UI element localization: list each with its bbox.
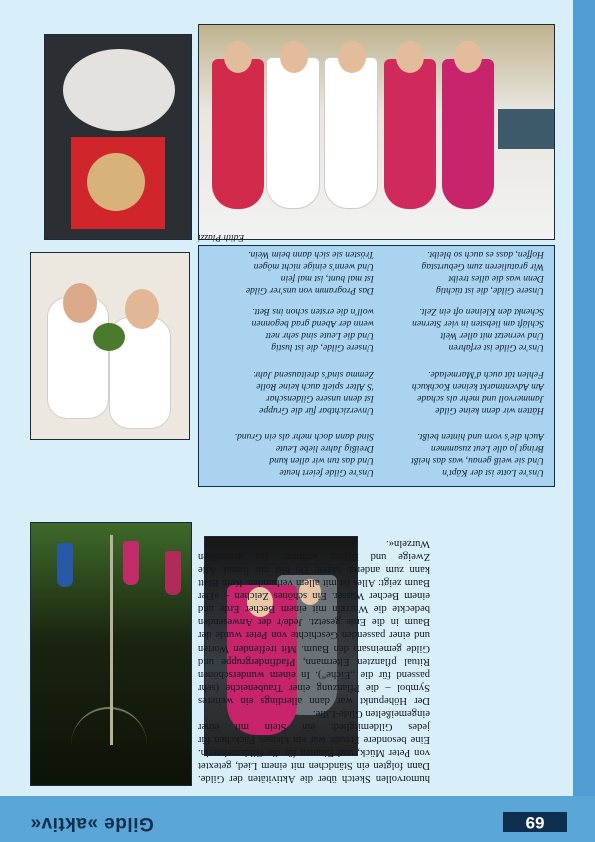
verse-line: Schläft am liebsten in vier Sternen <box>412 318 544 329</box>
verse-line: Uns're Gilde ist erfahren <box>448 342 544 353</box>
flower-bouquet <box>93 323 125 351</box>
face <box>396 41 424 73</box>
wall-picture <box>498 109 554 149</box>
verse-line: Fehlen tät auch d'Marmelade. <box>427 369 544 380</box>
verse-line: Zemma sind's dreitausend Jahr. <box>252 369 374 380</box>
verse-line: Uns're Gilde feiert heute <box>279 467 374 478</box>
verse-line: Ist mal bunt, ist mal fein <box>280 273 374 284</box>
verse-line: Hätten wir denn keine Gilde <box>435 405 544 416</box>
verse-line: Und das tun wir allen kund <box>269 455 374 466</box>
verse-line: Jammervoll und mehr als schade <box>417 393 544 404</box>
face <box>280 41 308 73</box>
page-number: 69 <box>503 812 567 832</box>
song-verse <box>379 248 544 296</box>
section-header <box>0 796 595 842</box>
photo-tree-planting <box>30 522 192 786</box>
verse-line: Wir gratulieren zum Geburtstag <box>421 261 544 272</box>
verse-line: Unsere Gilde, die ist tüchtig <box>435 285 544 296</box>
article-paragraph: humorvollen Sketch über die Aktivitäten der Gilde. Dann folgten ein Ständchen mit einem Lied, getextet von Peter Mück, und Blumen für die Gildemeisterin. Eine besondere Freude war ein kleines Päckchen für jedes Gildemitglied: ein Stein mit einer eingemeißelten Gilde-Lilie. <box>198 707 430 784</box>
person-figure <box>165 551 181 595</box>
verse-line: Das Programm von uns'rer Gilde <box>245 285 374 296</box>
author-signature: Edith Piazzi <box>198 232 245 242</box>
verse-line: Bringt ja alle Leut zusammen <box>431 443 544 454</box>
photo-gift-stone <box>44 34 192 240</box>
song-verse <box>209 305 374 353</box>
song-verse <box>379 430 544 478</box>
song-verse <box>209 248 374 296</box>
verse-line: Schenkt den Kleinen oft ein Zelt. <box>419 306 544 317</box>
song-verse <box>379 368 544 416</box>
person-figure <box>212 59 264 209</box>
verse-line: Und sie weiß genau, was das heißt <box>411 455 544 466</box>
verse-line: Denn was die alles treibt <box>448 273 544 284</box>
face <box>125 289 159 329</box>
verse-line: Auch die's vorn und hinten beißt. <box>417 431 544 442</box>
face <box>224 41 252 73</box>
song-verse <box>209 368 374 416</box>
article-paragraph: Der Höhepunkt war dann allerdings ein weiteres Symbol – die Pflanzung einer Traubeneiche (sehr passend für die „Eiche“). In einem wunderschönen Ritual pflanzten Eltermann, Pfadfindergruppe und Gilde gemeinsam den Baum. Mit treffenden Worten und einer passenden Geschichte von Peter wurde der Baum in die Erde gesetzt. Jede/r der Anwesenden bedeckte die Wurzeln mit einem Becher Erde und einem Becher Wasser. Ein schönes Zeichen – »Der Baum zeigt: Alles ist mit allem verbunden. Kein Blatt kann zum anderen sagen: Du bist mir fremd. Alle Zweige und Blätter kommen aus demselben Wurzeln«. <box>198 538 430 706</box>
face <box>454 41 482 73</box>
verse-line: Und vernetzt mit aller Welt <box>440 330 544 341</box>
verse-line: wenn der Abend grad begonnen <box>251 318 374 329</box>
person-figure <box>57 543 73 587</box>
verse-line: Ist denn unsere Gildenschar <box>265 393 374 404</box>
verse-line: Dreißig Jahre liebe Leute <box>275 443 374 454</box>
person-figure <box>324 57 378 209</box>
verse-line: Unsere Gilde, die ist lustig <box>271 342 374 353</box>
person-figure <box>266 57 320 209</box>
verse-line: Trösten sie sich dann beim Wein. <box>248 249 374 260</box>
gift-tag <box>87 153 145 211</box>
engraved-stone <box>63 49 175 131</box>
tree-roots <box>71 707 147 755</box>
photo-group <box>198 24 555 240</box>
verse-line: Und die Leute sind sehr nett <box>265 330 374 341</box>
verse-line: Unverzichtbar für die Gruppe <box>259 405 374 416</box>
section-title: Gilde »aktiv« <box>30 813 154 834</box>
verse-line: Sind dann doch mehr als ein Grund. <box>234 431 374 442</box>
photo-couple-with-flowers <box>30 252 190 440</box>
page-spine <box>573 0 595 842</box>
tree-trunk <box>110 535 113 745</box>
person-figure <box>442 59 494 209</box>
person-figure <box>123 541 139 585</box>
verse-line: woll'n die ersten schon ins Bett. <box>252 306 374 317</box>
song-lyrics-box <box>198 245 555 487</box>
person-figure <box>384 59 436 209</box>
verse-line: Hoffen, dass es auch so bleibt. <box>427 249 544 260</box>
song-verse <box>379 305 544 353</box>
verse-line: Und wenn's einige nicht mögen <box>253 261 374 272</box>
face <box>338 41 366 73</box>
song-verse <box>209 430 374 478</box>
article-column <box>198 537 430 785</box>
face <box>63 283 97 323</box>
verse-line: Am Adventmarkt keinen Kochkuch <box>411 381 544 392</box>
verse-line: Uns're Lotte ist der Käpt'n <box>442 467 544 478</box>
verse-line: 'S Alter spielt auch keine Rolle <box>256 381 374 392</box>
